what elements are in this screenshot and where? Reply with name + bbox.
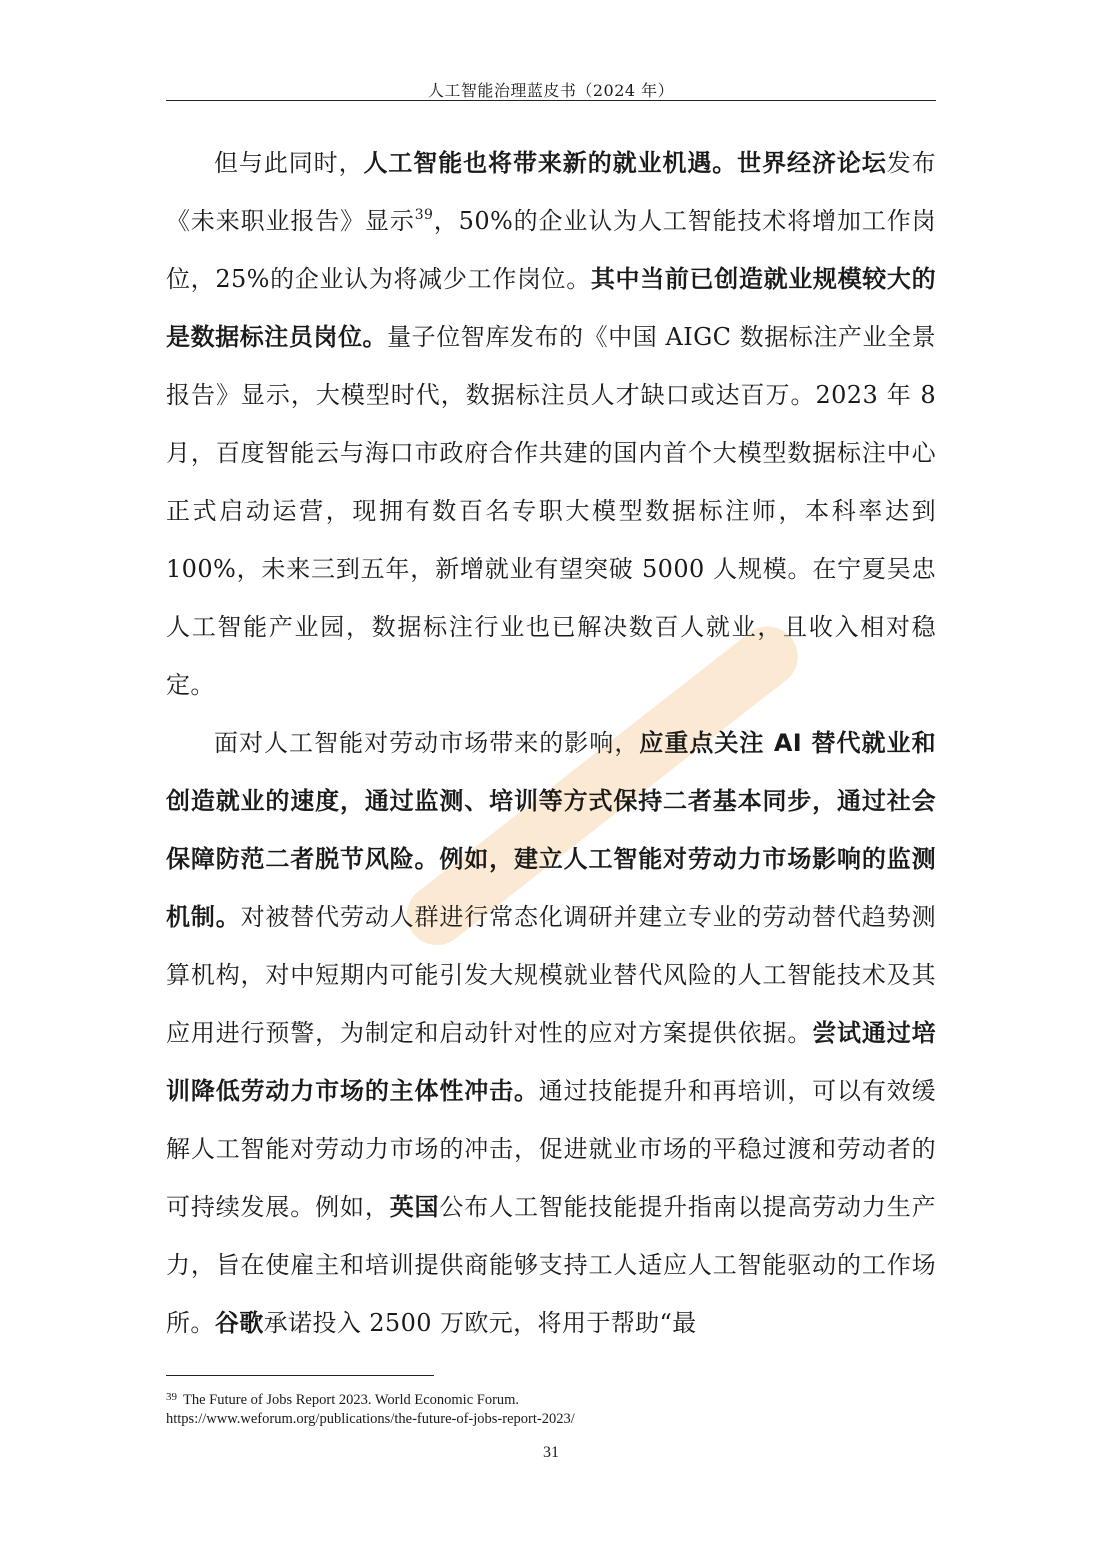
text-span: 但与此同时， (214, 149, 364, 177)
running-header: 人工智能治理蓝皮书（2024 年） (427, 81, 675, 100)
text-span: ，50%的企业认为人工智能技术将增加工作岗位，25%的企业认为将减少工作岗位。 (166, 207, 936, 293)
paragraph-employment-opportunities (166, 134, 936, 714)
bold-text: 其中当前已创造就业规模较大的是数据标注员岗位。 (166, 265, 936, 351)
footnote-citation: The Future of Jobs Report 2023. World Economic Forum. (183, 1392, 520, 1408)
footnote-mark: 39 (166, 1391, 177, 1403)
text-span: 承诺投入 2500 万欧元，将用于帮助“最 (263, 1309, 697, 1337)
text-span: 对被替代劳动人群进行常态化调研并建立专业的劳动替代趋势测算机构，对中短期内可能引发大规模就业替代风险的人工智能技术及其应用进行预警，为制定和启动针对性的应对方案提供依据。 (166, 903, 936, 1047)
header-divider (166, 100, 936, 101)
footnote-reference[interactable]: 39 (414, 207, 434, 223)
bold-text: 英国 (389, 1193, 440, 1221)
footnote-line-1 (166, 1388, 936, 1410)
text-span: 通过技能提升和再培训，可以有效缓解人工智能对劳动力市场的冲击，促进就业市场的平稳过渡和劳动者的可持续发展。例如， (166, 1077, 936, 1221)
text-span: 发布《未来职业报告》显示 (166, 149, 936, 235)
bold-text: 谷歌 (214, 1309, 264, 1337)
footnote-divider (166, 1375, 434, 1376)
bold-text: 人工智能也将带来新的就业机遇。世界经济论坛 (363, 149, 887, 177)
body-text (166, 134, 936, 1352)
footnote (166, 1388, 936, 1429)
bold-text: 应重点关注 AI 替代就业和创造就业的速度，通过监测、培训等方式保持二者基本同步，通过社会保障防范二者脱节风险。例如，建立人工智能对劳动力市场影响的监测机制。 (166, 729, 936, 931)
paragraph-labor-market-impact (166, 714, 936, 1352)
bold-text: 尝试通过培训降低劳动力市场的主体性冲击。 (166, 1019, 936, 1105)
footnote-url[interactable]: https://www.weforum.org/publications/the-future-of-jobs-report-2023/ (166, 1411, 575, 1427)
page-number: 31 (543, 1444, 559, 1461)
text-span: 量子位智库发布的《中国 AIGC 数据标注产业全景报告》显示，大模型时代，数据标注员人才缺口或达百万。2023 年 8 月，百度智能云与海口市政府合作共建的国内首个大模型数据标注中心正式启动运营，现拥有数百名专职大模型数据标注师，本科率达到 100%，未来三到五年，新增就业有望突破 5000 人规模。在宁夏吴忠人工智能产业园，数据标注行业也已解决数百人就业，且收入相对稳定。 (166, 323, 936, 699)
text-span: 公布人工智能技能提升指南以提高劳动力生产力，旨在使雇主和培训提供商能够支持工人适应人工智能驱动的工作场所。 (166, 1193, 937, 1337)
text-span: 面对人工智能对劳动市场带来的影响， (214, 729, 640, 757)
